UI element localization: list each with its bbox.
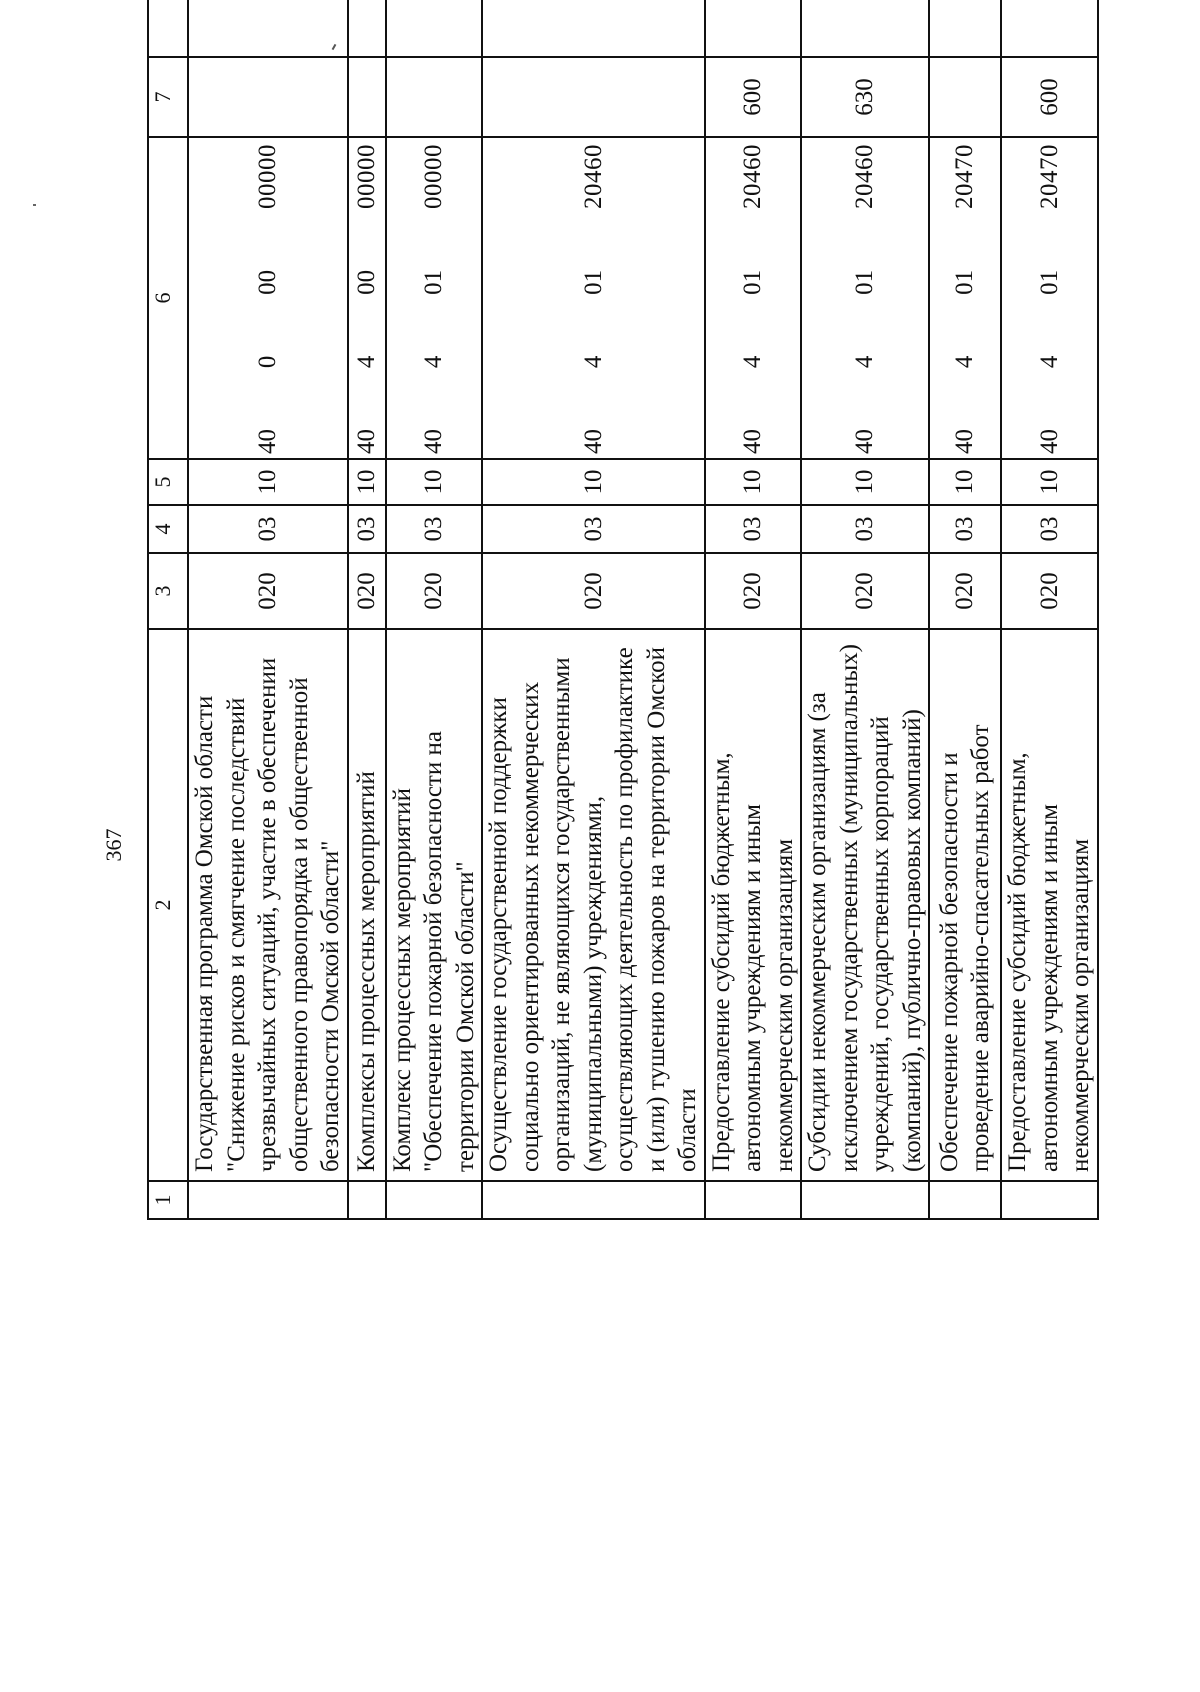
row-number-cell <box>801 1181 929 1219</box>
ministry-code-cell: 020 <box>929 553 1001 629</box>
section-code-cell: 03 <box>801 505 929 553</box>
table-row <box>386 0 483 1219</box>
code-part: 4 <box>951 355 979 369</box>
code-part: 40 <box>352 429 380 454</box>
code-part: 20460 <box>739 144 766 210</box>
subsection-code-cell: 10 <box>801 459 929 505</box>
target-article-cell <box>348 137 386 459</box>
item-name-cell: Субсидии некоммерческим организациям (за исключением государственных (муниципальных) учреждений, государственных корпораций (компаний), публично-правовых компаний) <box>801 629 929 1181</box>
target-article-code <box>849 138 881 458</box>
target-article-code <box>737 138 769 458</box>
code-part: 4 <box>1035 355 1063 369</box>
expense-type-cell <box>348 57 386 137</box>
item-name-cell: Обеспечение пожарной безопасности и проведение аварийно-спасательных работ <box>929 629 1001 1181</box>
item-name-cell: Предоставление субсидий бюджетным, автономным учреждениям и иным некоммерческим организациям <box>705 629 802 1181</box>
target-article-code <box>578 138 610 458</box>
header-row <box>148 0 188 1219</box>
table-row <box>482 0 705 1219</box>
code-part: 40 <box>420 429 447 454</box>
target-article-cell <box>1001 137 1098 459</box>
table-row <box>188 0 348 1219</box>
table-row <box>929 0 1001 1219</box>
scan-speck <box>33 204 36 206</box>
code-part: 4 <box>739 355 766 369</box>
target-article-cell <box>801 137 929 459</box>
amount-cell <box>482 0 705 57</box>
target-article-cell <box>386 137 483 459</box>
subsection-code-cell: 10 <box>929 459 1001 505</box>
ministry-code-cell: 020 <box>386 553 483 629</box>
table-row <box>348 0 386 1219</box>
item-name-cell: Осуществление государственной поддержки социально ориентированных некоммерческих организаций, не являющихся государственными (муниципальными) учреждениями, осуществляющих деятельность по профилактике и (или) тушению пожаров на территории Омской области <box>482 629 705 1181</box>
item-name-cell: Комплекс процессных мероприятий "Обеспечение пожарной безопасности на территории Омской области" <box>386 629 483 1181</box>
code-part: 00000 <box>254 144 281 210</box>
item-name-cell: Комплексы процессных мероприятий <box>348 629 386 1181</box>
column-header: 4 <box>148 505 188 553</box>
code-part: 20460 <box>851 144 879 210</box>
expense-type-cell <box>929 57 1001 137</box>
ministry-code-cell: 020 <box>482 553 705 629</box>
row-number-cell <box>705 1181 802 1219</box>
subsection-code-cell: 10 <box>1001 459 1098 505</box>
column-header: 3 <box>148 553 188 629</box>
code-part: 0 <box>254 355 281 369</box>
code-part: 4 <box>579 355 607 369</box>
code-part: 01 <box>951 269 979 295</box>
expense-type-cell <box>482 57 705 137</box>
target-article-cell <box>929 137 1001 459</box>
row-number-cell <box>929 1181 1001 1219</box>
amount-cell <box>929 0 1001 57</box>
subsection-code-cell: 10 <box>348 459 386 505</box>
code-part: 40 <box>951 429 979 454</box>
code-part: 01 <box>739 269 766 295</box>
row-number-cell <box>188 1181 348 1219</box>
subsection-code-cell: 10 <box>188 459 348 505</box>
target-article-cell <box>188 137 348 459</box>
target-article-code <box>351 138 383 458</box>
subsection-code-cell: 10 <box>482 459 705 505</box>
target-article-code <box>252 138 284 458</box>
target-article-code <box>1034 138 1066 458</box>
code-part: 40 <box>579 429 607 454</box>
ministry-code-cell: 020 <box>348 553 386 629</box>
target-article-code <box>418 138 450 458</box>
amount-cell <box>1001 0 1098 57</box>
ministry-code-cell: 020 <box>801 553 929 629</box>
item-name-cell: Государственная программа Омской области "Снижение рисков и смягчение последствий чрезвычайных ситуаций, участие в обеспечении общественного правопорядка и общественной безопасности Омской области" <box>188 629 348 1181</box>
section-code-cell: 03 <box>1001 505 1098 553</box>
row-number-cell <box>386 1181 483 1219</box>
expense-type-cell <box>386 57 483 137</box>
code-part: 40 <box>851 429 879 454</box>
subsection-code-cell: 10 <box>705 459 802 505</box>
amount-cell <box>348 0 386 57</box>
page-number: 367 <box>101 828 126 862</box>
code-part: 20470 <box>951 144 979 210</box>
amount-cell <box>705 0 802 57</box>
expense-type-cell <box>188 57 348 137</box>
section-code-cell: 03 <box>348 505 386 553</box>
rotated-table-container <box>147 0 1200 1220</box>
code-part: 4 <box>420 355 447 369</box>
table-frame <box>147 66 1200 1630</box>
amount-cell <box>801 0 929 57</box>
column-header: 1 <box>148 1181 188 1219</box>
budget-table <box>147 0 1099 1220</box>
code-part: 40 <box>254 429 281 454</box>
column-header <box>148 0 188 57</box>
target-article-code <box>949 138 981 458</box>
code-part: 4 <box>851 355 879 369</box>
code-part: 20470 <box>1035 144 1063 210</box>
section-code-cell: 03 <box>188 505 348 553</box>
table-row <box>801 0 929 1219</box>
code-part: 40 <box>1035 429 1063 454</box>
column-header: 7 <box>148 57 188 137</box>
section-code-cell: 03 <box>705 505 802 553</box>
table-row <box>1001 0 1098 1219</box>
code-part: 00 <box>254 269 281 295</box>
amount-cell <box>386 0 483 57</box>
table-row <box>705 0 802 1219</box>
expense-type-cell: 600 <box>1001 57 1098 137</box>
row-number-cell <box>348 1181 386 1219</box>
code-part: 4 <box>352 355 380 369</box>
row-number-cell <box>1001 1181 1098 1219</box>
ministry-code-cell: 020 <box>705 553 802 629</box>
section-code-cell: 03 <box>386 505 483 553</box>
code-part: 01 <box>1035 269 1063 295</box>
column-header: 6 <box>148 137 188 459</box>
code-part: 00000 <box>352 144 380 210</box>
code-part: 01 <box>851 269 879 295</box>
target-article-cell <box>705 137 802 459</box>
ministry-code-cell: 020 <box>1001 553 1098 629</box>
section-code-cell: 03 <box>929 505 1001 553</box>
amount-cell <box>188 0 348 57</box>
item-name-cell: Предоставление субсидий бюджетным, автономным учреждениям и иным некоммерческим организациям <box>1001 629 1098 1181</box>
row-number-cell <box>482 1181 705 1219</box>
code-part: 01 <box>579 269 607 295</box>
column-header: 2 <box>148 629 188 1181</box>
section-code-cell: 03 <box>482 505 705 553</box>
code-part: 20460 <box>579 144 607 210</box>
expense-type-cell: 600 <box>705 57 802 137</box>
target-article-cell <box>482 137 705 459</box>
ministry-code-cell: 020 <box>188 553 348 629</box>
code-part: 40 <box>739 429 766 454</box>
code-part: 01 <box>420 269 447 295</box>
code-part: 00000 <box>420 144 447 210</box>
expense-type-cell: 630 <box>801 57 929 137</box>
code-part: 00 <box>352 269 380 295</box>
subsection-code-cell: 10 <box>386 459 483 505</box>
column-header: 5 <box>148 459 188 505</box>
